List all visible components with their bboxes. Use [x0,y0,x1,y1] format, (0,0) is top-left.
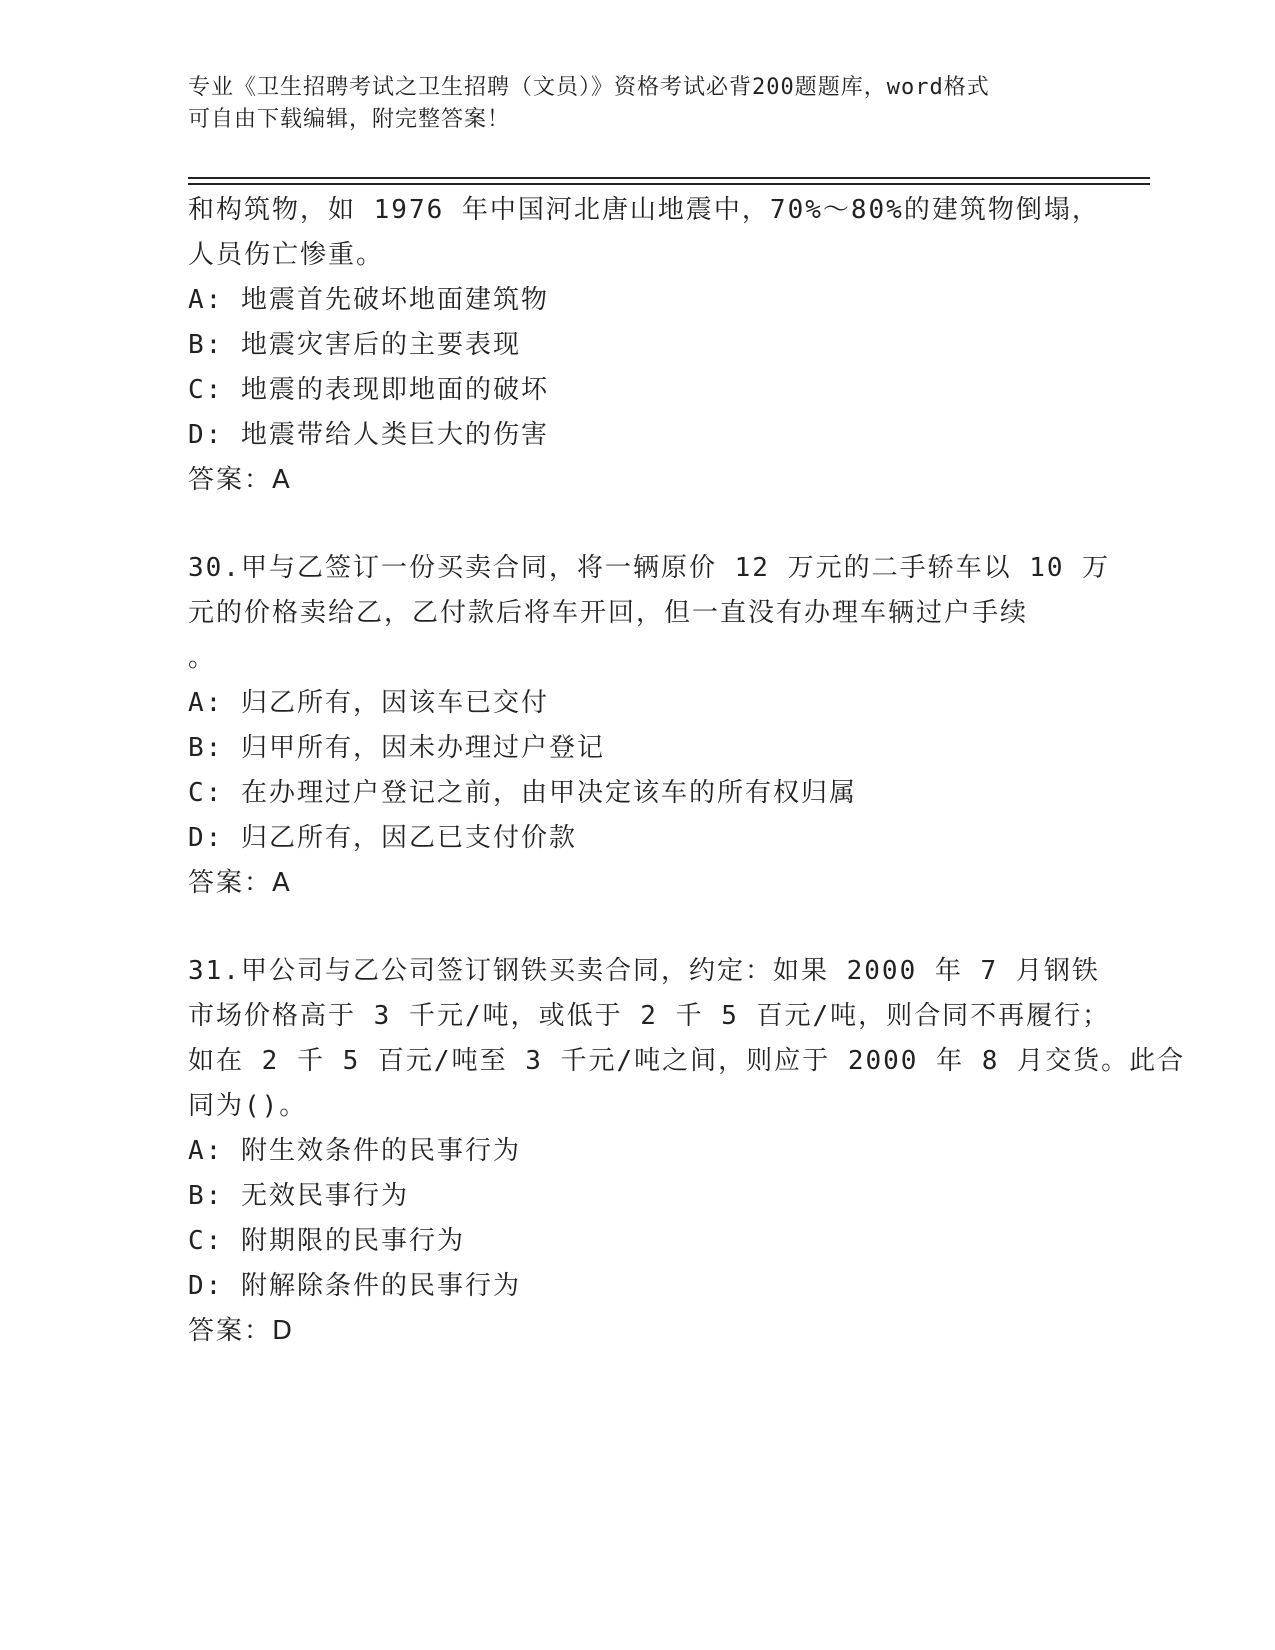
option-b: B: 归甲所有，因未办理过户登记 [188,733,605,763]
document-body [188,188,1186,1354]
header-line-2: 可自由下载编辑，附完整答案！ [188,107,511,132]
question-text-line: 31.甲公司与乙公司签订钢铁买卖合同，约定：如果 2000 年 7 月钢铁 [188,956,1100,986]
question-text-line: 如在 2 千 5 百元/吨至 3 千元/吨之间，则应于 2000 年 8 月交货。此合 [188,1046,1186,1076]
option-a: A: 归乙所有，因该车已交付 [188,688,549,718]
option-d: D: 归乙所有，因乙已支付价款 [188,823,577,853]
answer-line: 答案：A [188,465,292,495]
header-divider-top [188,177,1150,179]
question-text-line: 和构筑物，如 1976 年中国河北唐山地震中，70%～80%的建筑物倒塌， [188,195,1100,225]
header-divider-bottom [188,183,1150,185]
option-b: B: 地震灾害后的主要表现 [188,330,521,360]
question-text-line: 30.甲与乙签订一份买卖合同，将一辆原价 12 万元的二手轿车以 10 万 [188,553,1111,583]
header-line-1: 专业《卫生招聘考试之卫生招聘（文员）》资格考试必背200题题库，word格式 [188,75,990,100]
option-c: C: 附期限的民事行为 [188,1226,465,1256]
answer-line: 答案：A [188,868,292,898]
document-header [188,72,1068,136]
spacer [188,503,1078,546]
question-text-line: 同为()。 [188,1091,308,1121]
option-c: C: 地震的表现即地面的破坏 [188,375,549,405]
option-a: A: 地震首先破坏地面建筑物 [188,285,549,315]
option-c: C: 在办理过户登记之前，由甲决定该车的所有权归属 [188,778,857,808]
question-30 [188,546,1111,906]
option-b: B: 无效民事行为 [188,1181,409,1211]
answer-line: 答案：D [188,1316,295,1346]
option-a: A: 附生效条件的民事行为 [188,1136,521,1166]
question-text-line: 人员伤亡惨重。 [188,240,385,270]
question-text-line: 。 [188,643,217,673]
question-31 [188,949,1186,1354]
option-d: D: 地震带给人类巨大的伤害 [188,420,549,450]
question-text-line: 元的价格卖给乙，乙付款后将车开回，但一直没有办理车辆过户手续 [188,598,1029,628]
option-d: D: 附解除条件的民事行为 [188,1271,521,1301]
question-text-line: 市场价格高于 3 千元/吨，或低于 2 千 5 百元/吨，则合同不再履行； [188,1001,1111,1031]
question-continuation [188,188,1100,503]
spacer [188,906,1078,949]
